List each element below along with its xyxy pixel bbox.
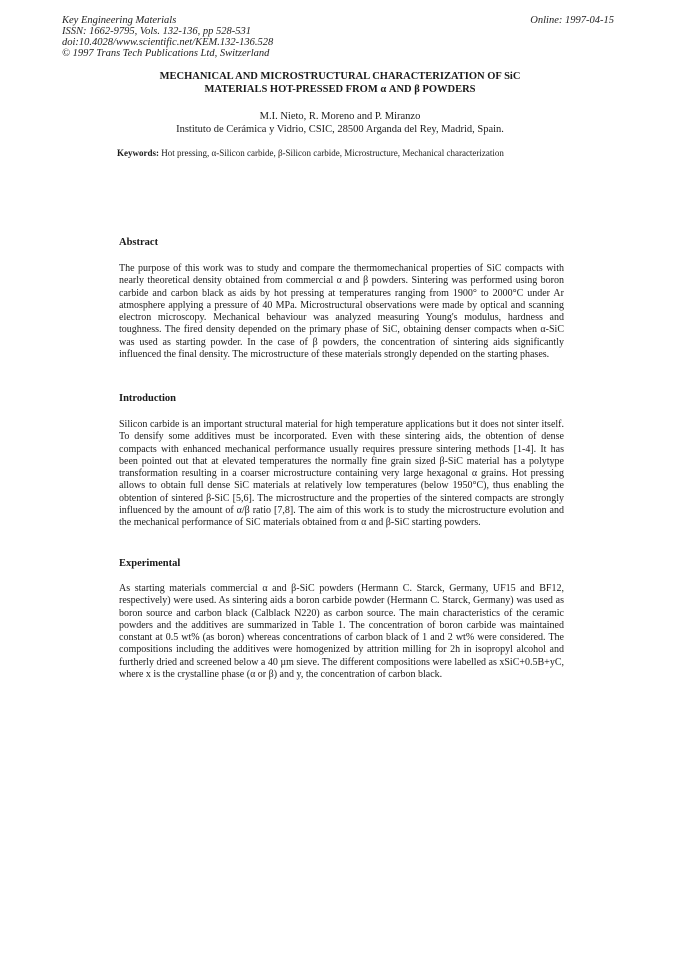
issn-line: ISSN: 1662-9795, Vols. 132-136, pp 528-531 (62, 26, 251, 37)
publication-info (62, 15, 273, 59)
journal-name: Key Engineering Materials (62, 15, 177, 26)
online-date: Online: 1997-04-15 (530, 15, 614, 26)
keywords-line (117, 148, 577, 159)
keywords-text: Hot pressing, α-Silicon carbide, β-Silicon carbide, Microstructure, Mechanical characterization (161, 148, 504, 158)
experimental-body: As starting materials commercial α and β-SiC powders (Hermann C. Starck, Germany, UF15 and BF12, respectively) were used. As sintering aids a boron carbide powder (Hermann C. Starck, Germany) was used as boron source and carbon black (Calblack N220) as carbon source. The main characteristics of the ceramic powders and the additives are summarized in Table 1. The concentration of boron carbide was maintained constant at 0.5 wt% (as boron) whereas concentrations of carbon black of 1 and 2 wt% were considered. The compositions including the additives were homogenized by attrition milling for 2h in isopropyl alcohol and furtherly dried and screened below a 40 µm sieve. The different compositions were labelled as xSiC+0.5B+yC, where x is the crystalline phase (α or β) and y, the concentration of carbon black. (119, 583, 564, 681)
paper-title (100, 70, 580, 96)
abstract-body: The purpose of this work was to study and compare the thermomechanical properties of SiC compacts with nearly theoretical density obtained from commercial α and β powders. Sintering was performed using boron carbide and carbon black as aids by hot pressing at temperatures ranging from 1900° to 2000°C under Ar atmosphere applying a pressure of 40 MPa. Microstructural observations were made by optical and scanning electron microscopy. Mechanical behaviour was analyzed measuring Young's modulus, hardness and toughness. The fired density depended on the primary phase of SiC, obtaining denser compacts when α-SiC was used as starting powder. In the case of β powders, the concentration of sintering aids significantly influenced the final density. The microstructure of these materials strongly depended on the starting phases. (119, 263, 564, 361)
doi-line: doi:10.4028/www.scientific.net/KEM.132-136.528 (62, 37, 274, 48)
author-affiliation: Instituto de Cerámica y Vidrio, CSIC, 28500 Arganda del Rey, Madrid, Spain. (176, 124, 504, 135)
copyright-line: © 1997 Trans Tech Publications Ltd, Switzerland (62, 48, 270, 59)
introduction-body: Silicon carbide is an important structural material for high temperature applications but it does not sinter itself. To densify some additives must be incorporated. Even with these sintering aids, the obtention of dense compacts with enhanced mechanical performance usually requires pressure sintering methods [1-4]. It has been pointed out that at elevated temperatures the normally fine grain sized β-SiC material has a polytype transformation resulting in a coarser microstructure containing very large hexagonal α grains. Hot pressing allows to obtain full dense SiC materials at relatively low temperatures (below 1950°C), thus enabling the obtention of sintered β-SiC [5,6]. The microstructure and the properties of the sintered compacts are strongly influenced by the amount of α/β ratio [7,8]. The aim of this work is to study the microstructure evolution and the mechanical performance of SiC materials obtained from α and β-SiC starting powders. (119, 419, 564, 529)
author-block (100, 110, 580, 136)
author-names: M.I. Nieto, R. Moreno and P. Miranzo (259, 111, 421, 122)
title-line-2: MATERIALS HOT-PRESSED FROM α AND β POWDERS (204, 84, 476, 95)
introduction-heading: Introduction (119, 393, 176, 404)
abstract-heading: Abstract (119, 237, 159, 248)
experimental-heading: Experimental (119, 558, 181, 569)
keywords-label: Keywords: (117, 148, 159, 158)
title-line-1: MECHANICAL AND MICROSTRUCTURAL CHARACTERIZATION OF SiC (159, 71, 521, 82)
